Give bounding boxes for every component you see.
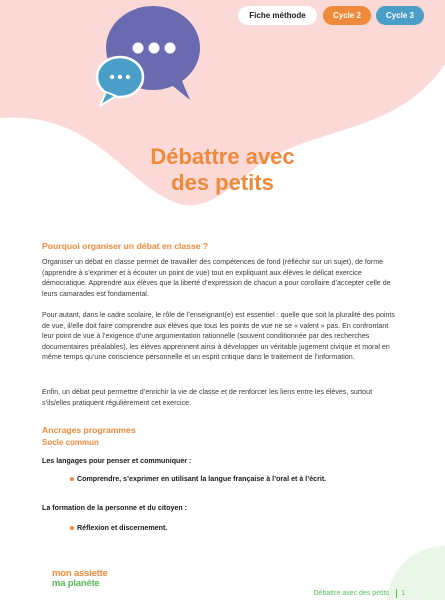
footer-divider [396, 589, 397, 598]
page-title-line-2: des petits [171, 170, 274, 195]
section-heading-why: Pourquoi organiser un débat en classe ? [42, 241, 209, 251]
section-heading-anchors: Ancrages programmes [42, 425, 136, 435]
group-label-languages: Les langages pour penser et communiquer : [42, 457, 192, 465]
bullet-item-languages-text: Comprendre, s’exprimer en utilisant la langue française à l’oral et à l’écrit. [77, 475, 327, 483]
logo-line-1: mon assiette [52, 568, 108, 579]
paragraph-2: Pour autant, dans le cadre scolaire, le rôle de l’enseignant(e) est essentiel : quelle que soit la pluralité des points de vue, il/elle doit faire comprendre aux élèves que tous les points de vue ne se « valent » pas. En confrontant leur point de vue à l’exigence d’une argumentation rationnelle (souvent conditionnée par des recherches documentaires préalables), les élèves apprennent ainsi à développer un véritable jugement civique et moral en même temps qu’une conscience personnelle et un esprit critique dans le traitement de l’information. [42, 311, 395, 362]
page-title [0, 144, 445, 196]
tag-cycle-2: Cycle 2 [323, 6, 371, 25]
bullet-item-languages [70, 475, 326, 483]
subheading-socle: Socle commun [42, 438, 99, 447]
footer-doc-title: Débattre avec des petits [313, 590, 389, 597]
paragraph-3: Enfin, un débat peut permettre d’enrichir la vie de classe et de renforcer les liens entre les élèves, surtout s’ils/elles pratiquent régulièrement cet exercice. [42, 388, 373, 407]
group-label-citizen: La formation de la personne et du citoyen : [42, 504, 188, 512]
page-number: 1 [401, 590, 405, 597]
page-title-line-1: Débattre avec [150, 144, 295, 169]
bullet-item-citizen-text: Réflexion et discernement. [77, 524, 168, 532]
tag-method: Fiche méthode [238, 6, 317, 25]
logo-line-2: ma planète [52, 578, 100, 589]
bullet-item-citizen [70, 524, 167, 532]
tag-cycle-3: Cycle 3 [376, 6, 424, 25]
paragraph-1: Organiser un débat en classe permet de travailler des compétences de fond (réfléchir sur un sujet), de forme (apprendre à s’exprimer et à écouter un point de vue) tout en expliquant aux élèves le délicat exercice démocratique. Apprendre aux élèves que la liberté d’expression de chacun a pour corollaire d’accepter celle de leurs camarades est fondamental. [42, 258, 391, 298]
brand-logo [52, 569, 122, 589]
